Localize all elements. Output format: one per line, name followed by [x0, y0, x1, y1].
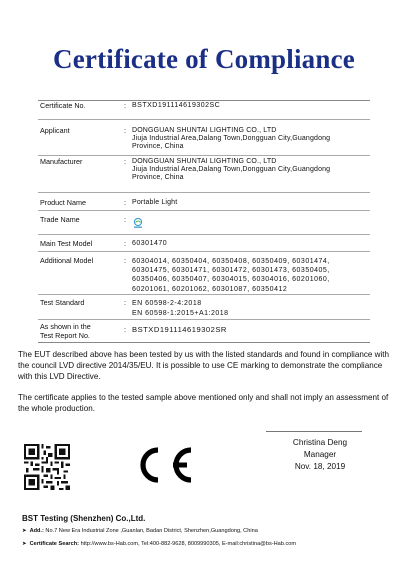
value-manufacturer: DONGGUAN SHUNTAI LIGHTING CO., LTD Jiuja Industrial Area,Dalang Town,Dongguan City,Guangdong Province, China	[132, 158, 331, 181]
colon: :	[124, 198, 126, 207]
label-applicant: Applicant	[40, 126, 70, 135]
signatory-role: Manager	[303, 450, 337, 459]
row-product-name	[38, 198, 370, 211]
signature-line	[266, 431, 362, 432]
value-additional-model: 60304014, 60350404, 60350408, 60350409, 60301474, 60301475, 60301471, 60301472, 60301473, 60350405, 60350406, 60350407, 60304015, 60304016, 60201060, 60201061, 60201062, 60301087, 60350412	[132, 258, 330, 293]
row-main-test-model	[38, 239, 370, 252]
row-manufacturer	[38, 157, 370, 193]
shuntai-logo-icon	[132, 217, 144, 229]
page-title: Certificate of Compliance	[53, 44, 355, 74]
colon: :	[124, 239, 126, 248]
row-certificate-no	[38, 101, 370, 120]
footer-address: ➤ Add.: No.7 New Era Industrial Zone ,Guanlan, Badan District, Shenzhen,Guangdong, China	[22, 528, 258, 534]
colon: :	[124, 157, 126, 166]
value-main-test-model: 60301470	[132, 240, 168, 247]
row-applicant	[38, 126, 370, 156]
label-additional-model: Additional Model	[40, 256, 94, 265]
value-applicant: DONGGUAN SHUNTAI LIGHTING CO., LTD Jiuja Industrial Area,Dalang Town,Dongguan City,Guangdong Province, China	[132, 127, 331, 150]
row-trade-name	[38, 215, 370, 235]
label-manufacturer: Manufacturer	[40, 157, 83, 166]
row-additional-model	[38, 256, 370, 295]
footer-certificate-search: ➤ Certificate Search: http://www.bs-Hab.com, Tel:400-882-9628, 8009990305, E-mail:christina@bs-Hab.com	[22, 541, 297, 547]
value-test-report: BSTXD191114619302SR	[132, 325, 227, 334]
statement-scope: The certificate applies to the tested sample above mentioned only and shall not imply an assessment of the whole production.	[18, 393, 389, 414]
colon: :	[124, 215, 126, 224]
label-product-name: Product Name	[40, 198, 86, 207]
certificate-details-table	[38, 100, 370, 343]
signatory-name: Christina Deng	[292, 438, 348, 447]
statement-compliance: The EUT described above has been tested by us with the listed standards and found in compliance with the council LVD directive 2014/35/EU. It is possible to use CE marking to demonstrate the compliance with this LVD Directive.	[18, 350, 390, 382]
colon: :	[124, 256, 126, 265]
value-product-name: Portable Light	[132, 199, 178, 206]
label-certificate-no: Certificate No.	[40, 101, 86, 110]
row-test-report	[38, 322, 370, 342]
label-test-report: As shown in the Test Report No.	[40, 322, 91, 340]
value-test-standard: EN 60598-2-4:2018 EN 60598-1:2015+A1:2018	[132, 300, 229, 317]
label-main-test-model: Main Test Model	[40, 239, 93, 248]
label-test-standard: Test Standard	[40, 298, 85, 307]
colon: :	[124, 298, 126, 307]
signature-date: Nov. 18, 2019	[294, 462, 346, 471]
ce-mark-icon	[131, 444, 197, 486]
colon: :	[124, 101, 126, 110]
value-certificate-no: BSTXD191114619302SC	[132, 102, 221, 109]
colon: :	[124, 325, 126, 334]
colon: :	[124, 126, 126, 135]
arrow-icon: ➤	[22, 541, 27, 547]
arrow-icon: ➤	[22, 528, 27, 534]
qr-code-icon	[24, 444, 70, 490]
label-trade-name: Trade Name	[40, 215, 80, 224]
footer-company-name: BST Testing (Shenzhen) Co.,Ltd.	[22, 514, 146, 523]
row-test-standard	[38, 298, 370, 320]
